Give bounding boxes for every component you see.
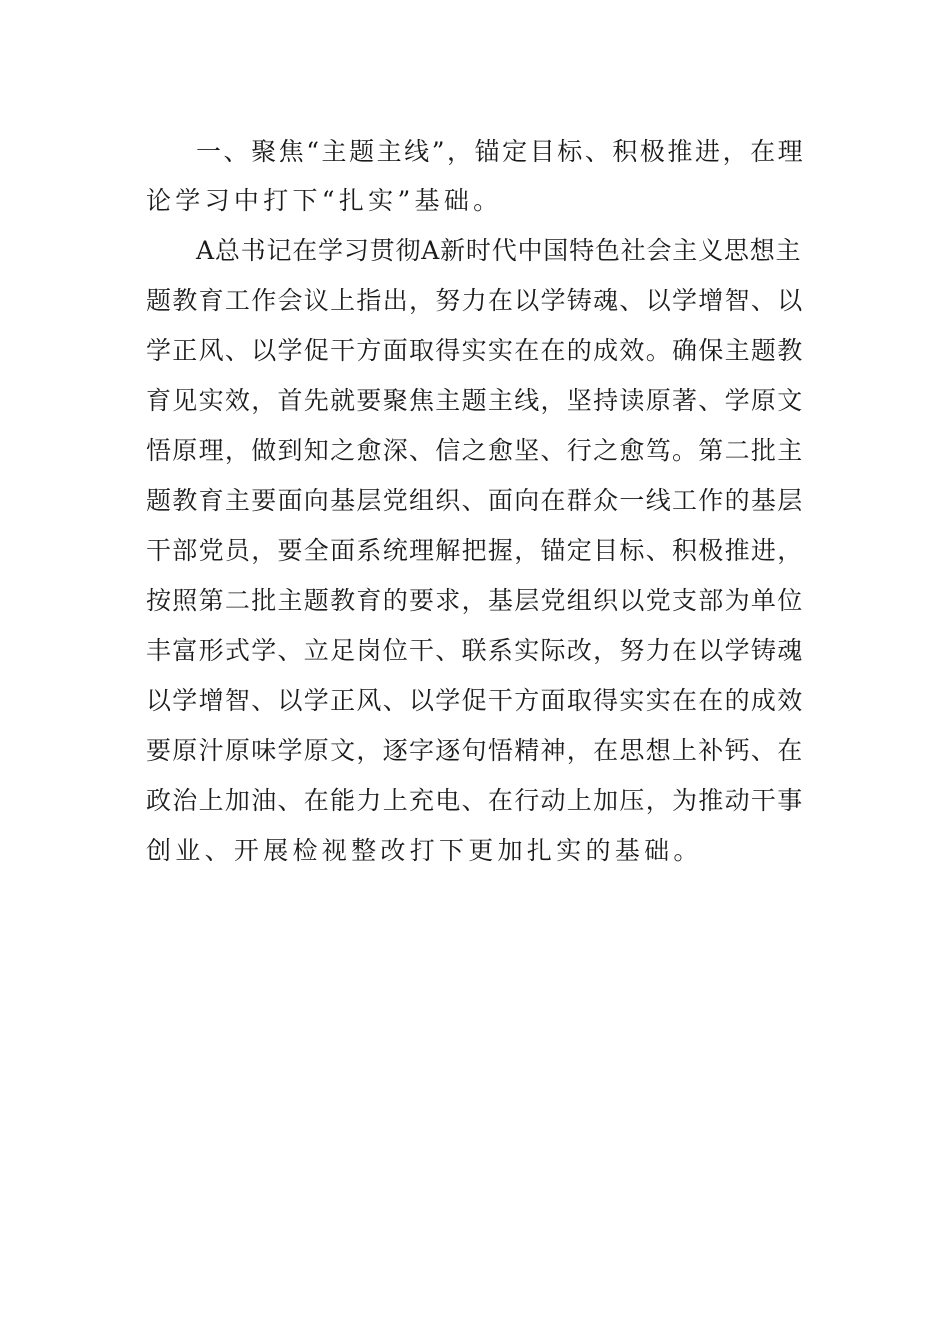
paragraph-line-13: 创业、开展检视整改打下更加扎实的基础。	[146, 836, 703, 865]
paragraph-line-7: 干部党员，要全面系统理解把握，锚定目标、积极推进，	[146, 536, 804, 565]
paragraph-line-10: 以学增智、以学正风、以学促干方面取得实实在在的成效	[146, 686, 804, 715]
paragraph-line-3: 学正风、以学促干方面取得实实在在的成效。确保主题教	[146, 336, 804, 365]
paragraph-line-4: 育见实效，首先就要聚焦主题主线，坚持读原著、学原文	[146, 386, 804, 415]
paragraph-line-12: 政治上加油、在能力上充电、在行动上加压，为推动干事	[146, 786, 804, 815]
paragraph-line-6: 题教育主要面向基层党组织、面向在群众一线工作的基层	[146, 486, 804, 515]
paragraph-line-11: 要原汁原味学原文，逐字逐句悟精神，在思想上补钙、在	[146, 736, 804, 765]
paragraph-line-8: 按照第二批主题教育的要求，基层党组织以党支部为单位	[146, 586, 804, 615]
heading-line-1: 一、聚焦“主题主线”，锚定目标、积极推进，在理	[196, 137, 806, 166]
paragraph-line-1: A总书记在学习贯彻A新时代中国特色社会主义思想主	[196, 236, 802, 265]
paragraph-line-2: 题教育工作会议上指出，努力在以学铸魂、以学增智、以	[146, 286, 804, 315]
paragraph-line-5: 悟原理，做到知之愈深、信之愈坚、行之愈笃。第二批主	[146, 436, 804, 465]
heading-line-2: 论学习中打下“扎实”基础。	[146, 186, 503, 215]
paragraph-line-9: 丰富形式学、立足岗位干、联系实际改，努力在以学铸魂	[146, 636, 804, 665]
